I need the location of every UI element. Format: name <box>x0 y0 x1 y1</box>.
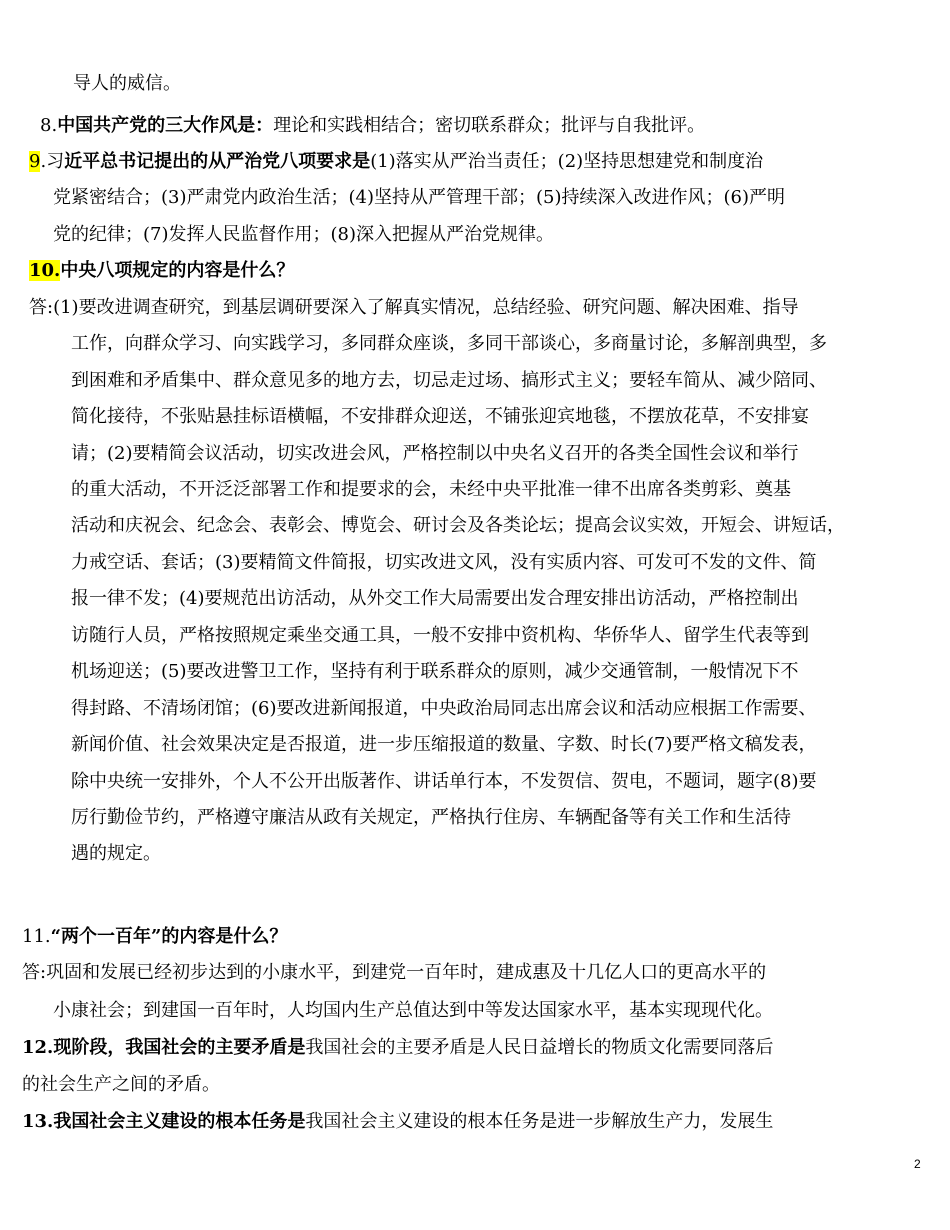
item-9-text-3: 党的纪律；(7)发挥人民监督作用；(8)深入把握从严治党规律。 <box>53 224 554 245</box>
item-10-answer-text-3: 到困难和矛盾集中、群众意见多的地方去，切忌走过场、搞形式主义；要轻车简从、减少陪同、 <box>71 370 827 391</box>
item-10-number: 10. <box>29 260 61 281</box>
item-10-answer-text-12: 得封路、不清场闭馆；(6)要改进新闻报道，中央政治局同志出席会议和活动应根据工作需要、 <box>71 698 817 719</box>
item-10-answer-line-6 <box>71 478 791 502</box>
item-10-answer-line-7 <box>71 514 845 538</box>
item-8-text: 理论和实践相结合；密切联系群众；批评与自我批评。 <box>273 115 706 136</box>
item-10-answer-text-8: 力戒空话、套话；(3)要精简文件简报，切实改进文风，没有实质内容、可发可不发的文件、简 <box>71 552 817 573</box>
item-10-answer-text-15: 厉行勤俭节约，严格遵守廉洁从政有关规定，严格执行住房、车辆配备等有关工作和生活待 <box>71 807 791 828</box>
page-number: 2 <box>914 1157 921 1171</box>
item-10-answer-text-7: 活动和庆祝会、纪念会、表彰会、博览会、研讨会及各类论坛；提高会议实效，开短会、讲短话， <box>71 515 845 536</box>
item-11-answer-text-2: 小康社会；到建国一百年时，人均国内生产总值达到中等发达国家水平，基本实现现代化。 <box>53 1000 773 1021</box>
item-10-answer-line-10 <box>71 624 809 648</box>
item-11-answer-line-2 <box>53 999 773 1023</box>
item-10-answer-text-10: 访随行人员，严格按照规定乘坐交通工具，一般不安排中资机构、华侨华人、留学生代表等到 <box>71 625 809 646</box>
item-10-answer-line-1 <box>29 296 799 320</box>
item-10-answer-label: 答: <box>29 297 54 318</box>
item-11-answer-text-1: 巩固和发展已经初步达到的小康水平，到建党一百年时，建成惠及十几亿人口的更高水平的 <box>46 962 767 983</box>
item-13-text: 我国社会主义建设的根本任务是进一步解放生产力，发展生 <box>305 1111 774 1132</box>
item-12-line-2 <box>22 1073 220 1097</box>
item-10-answer-line-9 <box>71 587 799 611</box>
item-10-question <box>29 259 294 283</box>
item-13-heading: 13.我国社会主义建设的根本任务是 <box>22 1111 306 1132</box>
item-10-answer-text-6: 的重大活动，不开泛泛部署工作和提要求的会，未经中央平批准一律不出席各类剪彩、奠基 <box>71 479 791 500</box>
item-10-answer-text-2: 工作，向群众学习、向实践学习，多同群众座谈，多同干部谈心，多商量讨论，多解剖典型，多 <box>71 333 827 354</box>
item-10-answer-text-14: 除中央统一安排外，个人不公开出版著作、讲话单行本，不发贺信、贺电，不题词，题字(8)要 <box>71 771 817 792</box>
item-10-answer-line-16 <box>71 842 161 866</box>
item-10-answer-line-3 <box>71 369 827 393</box>
item-10-answer-line-8 <box>71 551 817 575</box>
item-9-line-1 <box>29 150 763 174</box>
item-10-answer-line-13 <box>71 733 817 757</box>
item-11-number: 11. <box>22 926 51 947</box>
item-10-answer-text-9: 报一律不发；(4)要规范出访活动，从外交工作大局需要出发合理安排出访活动，严格控制出 <box>71 588 799 609</box>
item-11-answer-label: 答: <box>22 962 47 983</box>
item-9-text-1: (1)落实从严治当责任；(2)坚持思想建党和制度治 <box>370 151 764 172</box>
item-10-answer-line-11 <box>71 660 799 684</box>
item-13-line-1 <box>22 1110 773 1134</box>
item-8-number: 8. <box>40 115 58 136</box>
item-11-heading: “两个一百年”的内容是什么？ <box>50 926 288 947</box>
item-10-answer-line-4 <box>71 405 809 429</box>
item-10-answer-text-4: 简化接待，不张贴悬挂标语横幅，不安排群众迎送，不铺张迎宾地毯，不摆放花草，不安排宴 <box>71 406 809 427</box>
item-9-heading: 近平总书记提出的从严治党八项要求是 <box>64 151 371 172</box>
item-9-line-2 <box>53 186 785 210</box>
item-10-answer-text-16: 遇的规定。 <box>71 843 161 864</box>
item-12-line-1 <box>22 1036 773 1060</box>
carry-over-line <box>73 72 181 96</box>
item-10-answer-text-1: (1)要改进调查研究，到基层调研要深入了解真实情况，总结经验、研究问题、解决困难、指导 <box>53 297 799 318</box>
item-9-heading-prefix: .习 <box>40 151 65 172</box>
item-10-answer-line-2 <box>71 332 827 356</box>
item-12-text-2: 的社会生产之间的矛盾。 <box>22 1074 220 1095</box>
item-10-answer-line-5 <box>71 442 799 466</box>
item-10-heading: 中央八项规定的内容是什么？ <box>60 260 295 281</box>
item-8-heading: 中国共产党的三大作风是： <box>57 115 274 136</box>
item-12-text-1: 我国社会的主要矛盾是人民日益增长的物质文化需要同落后 <box>305 1037 774 1058</box>
item-9-line-3 <box>53 223 554 247</box>
item-10-answer-text-11: 机场迎送；(5)要改进警卫工作，坚持有利于联系群众的原则，减少交通管制，一般情况下不 <box>71 661 799 682</box>
item-10-answer-text-13: 新闻价值、社会效果决定是否报道，进一步压缩报道的数量、字数、时长(7)要严格文稿发表， <box>71 734 817 755</box>
item-11-answer-line-1 <box>22 961 766 985</box>
item-9-text-2: 党紧密结合；(3)严肃党内政治生活；(4)坚持从严管理干部；(5)持续深入改进作风；(6)严明 <box>53 187 785 208</box>
item-10-answer-line-14 <box>71 770 817 794</box>
item-12-heading: 12.现阶段，我国社会的主要矛盾是 <box>22 1037 306 1058</box>
carry-over-text: 导人的威信。 <box>73 73 181 94</box>
item-11-question <box>22 925 287 949</box>
item-10-answer-text-5: 请；(2)要精简会议活动，切实改进会风，严格控制以中央名义召开的各类全国性会议和举行 <box>71 443 799 464</box>
item-10-answer-line-15 <box>71 806 791 830</box>
item-10-answer-line-12 <box>71 697 817 721</box>
item-9-number: 9 <box>29 151 41 172</box>
item-8 <box>40 114 705 138</box>
